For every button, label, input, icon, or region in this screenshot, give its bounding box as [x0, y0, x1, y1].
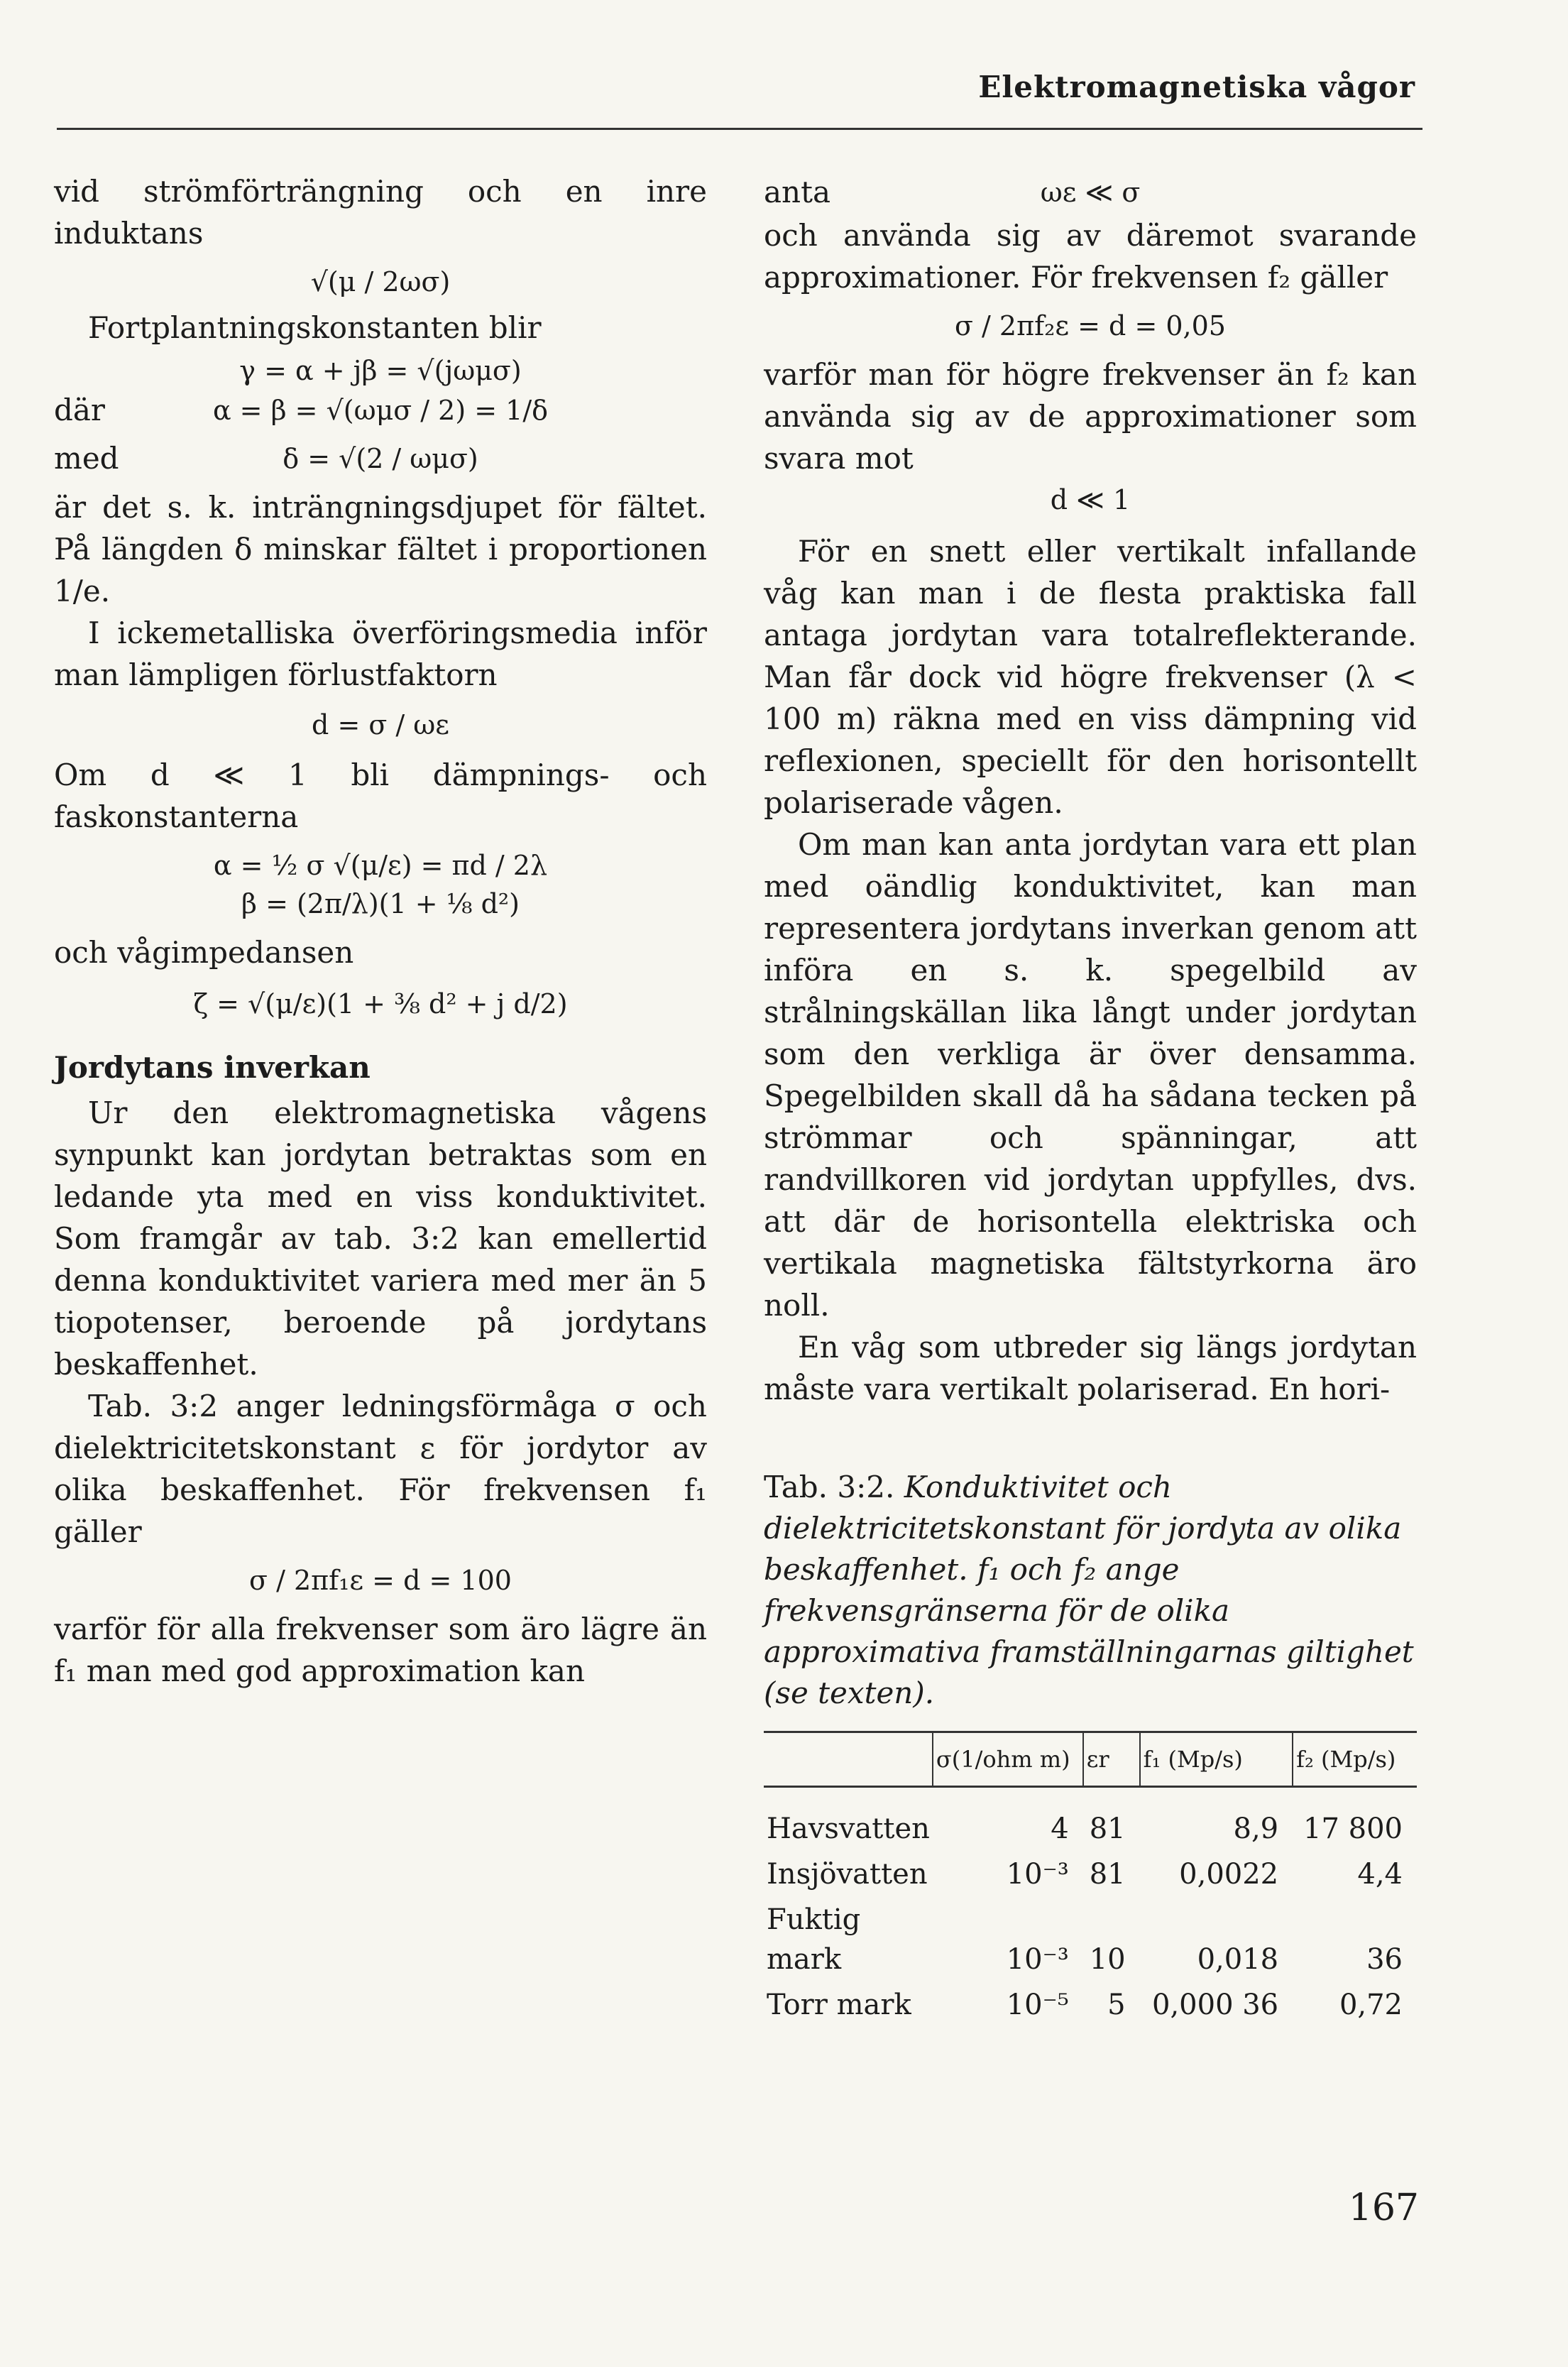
paragraph: varför för alla frekvenser som äro lägre än f₁ man med god approximation kan — [54, 1612, 707, 1688]
conductivity-table — [764, 1731, 1417, 2028]
table-header-cell: f₁ (Mp/s) — [1140, 1732, 1293, 1787]
paragraph: Ur den elektromagnetiska vågens synpunkt kan jordytan betraktas som en ledande yta med en viss konduktivitet. Som framgår av tab. 3:2 kan emellertid denna konduktivitet variera med mer än 5 tiopotenser, beroende på jordytans beskaffenhet. — [54, 1095, 707, 1382]
cell-sigma: 4 — [1051, 1813, 1069, 1845]
table-row — [764, 1852, 1417, 1897]
paragraph: vid strömförträngning och en inre induktans — [54, 174, 707, 251]
table-header-cell — [764, 1732, 933, 1787]
cell-f1: 0,0022 — [1179, 1858, 1279, 1891]
caption-label: Tab. 3:2. — [764, 1470, 895, 1504]
formula-delta: δ = √(2 / ωμσ) — [283, 443, 478, 474]
section-heading: Jordytans inverkan — [54, 1050, 371, 1085]
cell-eps: 10 — [1089, 1943, 1126, 1976]
formula-f2: σ / 2πf₂ε = d = 0,05 — [955, 310, 1226, 341]
left-column — [54, 170, 707, 1692]
table-header-cell: f₂ (Mp/s) — [1293, 1732, 1417, 1787]
formula-alpha-beta-row — [54, 393, 707, 428]
formula-delta-row — [54, 441, 707, 476]
table-header-cell: σ(1/ohm m) — [933, 1732, 1083, 1787]
table-caption — [764, 1467, 1417, 1714]
row-name: Havsvatten — [767, 1813, 930, 1845]
label-anta: anta — [764, 175, 831, 209]
cell-sigma: 10⁻³ — [1006, 1943, 1069, 1976]
formula-beta: β = (2π/λ)(1 + ⅛ d²) — [241, 888, 520, 919]
formula-f1: σ / 2πf₁ε = d = 100 — [249, 1565, 512, 1596]
cell-f2: 36 — [1366, 1943, 1403, 1976]
formula-d-small: d ≪ 1 — [1050, 484, 1131, 515]
table-header-row — [764, 1732, 1417, 1787]
label-med: med — [54, 441, 119, 476]
cell-f2: 17 800 — [1303, 1813, 1403, 1845]
row-name: Torr mark — [767, 1989, 911, 2021]
formula-induktans: √(μ / 2ωσ) — [310, 266, 451, 297]
paragraph: varför man för högre frekvenser än f₂ kan använda sig av de approximationer som svara mot — [764, 357, 1417, 476]
formula-gamma: γ = α + jβ = √(jωμσ) — [239, 355, 522, 386]
page-number: 167 — [1348, 2187, 1419, 2229]
paragraph: Tab. 3:2 anger ledningsförmåga σ och dielektricitetskonstant ε för jordytor av olika beskaffenhet. För frekvensen f₁ gäller — [54, 1389, 707, 1549]
cell-eps: 81 — [1089, 1813, 1126, 1845]
row-name: Insjövatten — [767, 1858, 928, 1891]
cell-f2: 0,72 — [1339, 1989, 1403, 2021]
cell-eps: 5 — [1107, 1989, 1126, 2021]
cell-f1: 0,000 36 — [1152, 1989, 1279, 2021]
paragraph: En våg som utbreder sig längs jordytan måste vara vertikalt polariserad. En hori- — [764, 1330, 1417, 1406]
row-name: Fuktig mark — [767, 1903, 861, 1976]
paragraph: och vågimpedansen — [54, 935, 354, 970]
paragraph: och använda sig av däremot svarande approximationer. För frekvensen f₂ gäller — [764, 218, 1417, 295]
cell-sigma: 10⁻³ — [1006, 1858, 1069, 1891]
table-row — [764, 1787, 1417, 1852]
paragraph: För en snett eller vertikalt infallande våg kan man i de flesta praktiska fall antaga jordytan vara totalreflekterande. Man får dock vid högre frekvenser (λ < 100 m) räkna med en viss dämpning vid reflexionen, speciellt för den horisontellt polariserade vågen. — [764, 534, 1417, 820]
paragraph: är det s. k. inträngningsdjupet för fältet. På längden δ minskar fältet i proportionen 1/e. — [54, 490, 707, 608]
cell-f1: 0,018 — [1197, 1943, 1279, 1976]
formula-d: d = σ / ωε — [312, 709, 449, 740]
formula-alpha: α = ½ σ √(μ/ε) = πd / 2λ — [213, 850, 548, 881]
formula-anta: ωε ≪ σ — [1040, 177, 1141, 208]
table-header-cell: εr — [1083, 1732, 1140, 1787]
right-column — [764, 170, 1417, 2028]
table-row — [764, 1982, 1417, 2028]
paragraph: I ickemetalliska överföringsmedia inför man lämpligen förlustfaktorn — [54, 616, 707, 692]
label-dar: där — [54, 393, 106, 427]
paragraph: Fortplantningskonstanten blir — [88, 310, 542, 345]
formula-zeta: ζ = √(μ/ε)(1 + ⅜ d² + j d/2) — [193, 988, 568, 1019]
cell-f2: 4,4 — [1357, 1858, 1403, 1891]
paragraph: Om man kan anta jordytan vara ett plan med oändlig konduktivitet, kan man representera jordytans inverkan genom att införa en s. k. spegelbild av strålningskällan lika långt under jordytan som den verkliga är över densamma. Spegelbilden skall då ha sådana tecken på strömmar och spänningar, att randvillkoren vid jordytan uppfylles, dvs. att där de horisontella elektriska och vertikala magnetiska fältstyrkorna äro noll. — [764, 827, 1417, 1323]
formula-anta-row — [764, 175, 1417, 210]
formula-alpha-beta: α = β = √(ωμσ / 2) = 1/δ — [212, 395, 549, 426]
table-row — [764, 1897, 1417, 1982]
cell-sigma: 10⁻⁵ — [1006, 1989, 1069, 2021]
header-rule — [57, 128, 1422, 130]
paragraph: Om d ≪ 1 bli dämpnings- och faskonstanterna — [54, 758, 707, 834]
running-header: Elektromagnetiska vågor — [978, 70, 1415, 104]
cell-eps: 81 — [1089, 1858, 1126, 1891]
cell-f1: 8,9 — [1233, 1813, 1279, 1845]
caption-text: Konduktivitet och dielektricitetskonstant för jordyta av olika beskaffenhet. f₁ och f₂ ange frekvensgränserna för de olika approximativa framställningarnas giltighet (se texten). — [764, 1470, 1414, 1710]
